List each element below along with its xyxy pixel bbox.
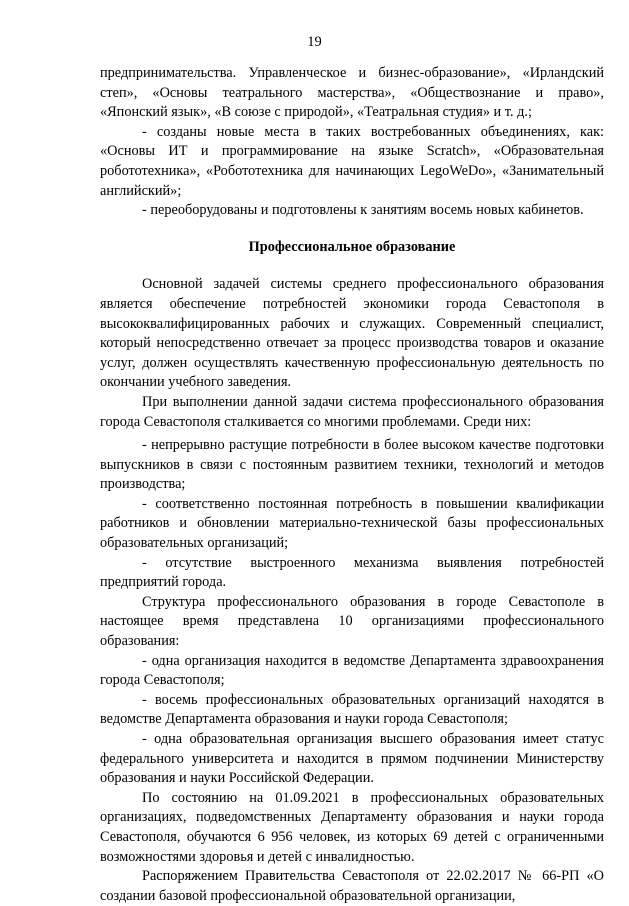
- paragraph-main-9: - одна образовательная организация высшего образования имеет статус федерального университета и находится в прямом подчинении Министерству образования и науки Российской Федерации.: [100, 731, 604, 787]
- paragraph-main-1: Основной задачей системы среднего профессионального образования является обеспечение потребностей экономики города Севастополя в высококвалифицированных рабочих и служащих. Современный специалист, который непосредственно отвечает за процесс производства товаров и оказание услуг, должен осуществлять качественную профессиональную деятельность по окончании учебного заведения.: [100, 276, 604, 391]
- paragraph-top-2: - созданы новые места в таких востребованных объединениях, как: «Основы ИТ и программирование на языке Scratch», «Образовательная робототехника», «Робототехника для начинающих LegoWeDo», «Занимательный английский»;: [100, 123, 604, 199]
- paragraph-main-7: - одна организация находится в ведомстве Департамента здравоохранения города Севастополя;: [100, 652, 604, 689]
- section-heading: Профессиональное образование: [248, 238, 456, 255]
- paragraph-main-2: При выполнении данной задачи система профессионального образования города Севастополя сталкивается со многими проблемами. Среди них:: [100, 393, 604, 430]
- paragraph-main-11: Распоряжением Правительства Севастополя от 22.02.2017 № 66-РП «О создании базовой профессиональной образовательной организации,: [100, 868, 604, 904]
- paragraph-main-5: - отсутствие выстроенного механизма выявления потребностей предприятий города.: [100, 554, 604, 591]
- page-body: [100, 64, 604, 906]
- paragraph-top-1: предпринимательства. Управленческое и бизнес-образование», «Ирландский степ», «Основы театрального мастерства», «Обществознание и право», «Японский язык», «В союзе с природой», «Театральная студия» и т. д.;: [100, 65, 604, 121]
- paragraph-main-4: - соответственно постоянная потребность в повышении квалификации работников и обновлении материально-технической базы профессиональных образовательных организаций;: [100, 495, 604, 552]
- page-number: 19: [307, 34, 322, 50]
- paragraph-main-10: По состоянию на 01.09.2021 в профессиональных образовательных организациях, подведомственных Департаменту образования и науки города Севастополя, обучаются 6 956 человек, из которых 69 детей с ограниченными возможностями здоровья и детей с инвалидностью.: [100, 789, 604, 865]
- paragraph-main-8: - восемь профессиональных образовательных организаций находятся в ведомстве Департамента образования и науки города Севастополя;: [100, 691, 604, 728]
- paragraph-main-6: Структура профессионального образования в городе Севастополе в настоящее время представлена 10 организациями профессионального образования:: [100, 593, 604, 650]
- paragraph-top-3: - переоборудованы и подготовлены к занятиям восемь новых кабинетов.: [142, 202, 584, 219]
- paragraph-main-3: - непрерывно растущие потребности в более высоком качестве подготовки выпускников в связи с постоянным развитием техники, технологий и методов производства;: [100, 437, 604, 493]
